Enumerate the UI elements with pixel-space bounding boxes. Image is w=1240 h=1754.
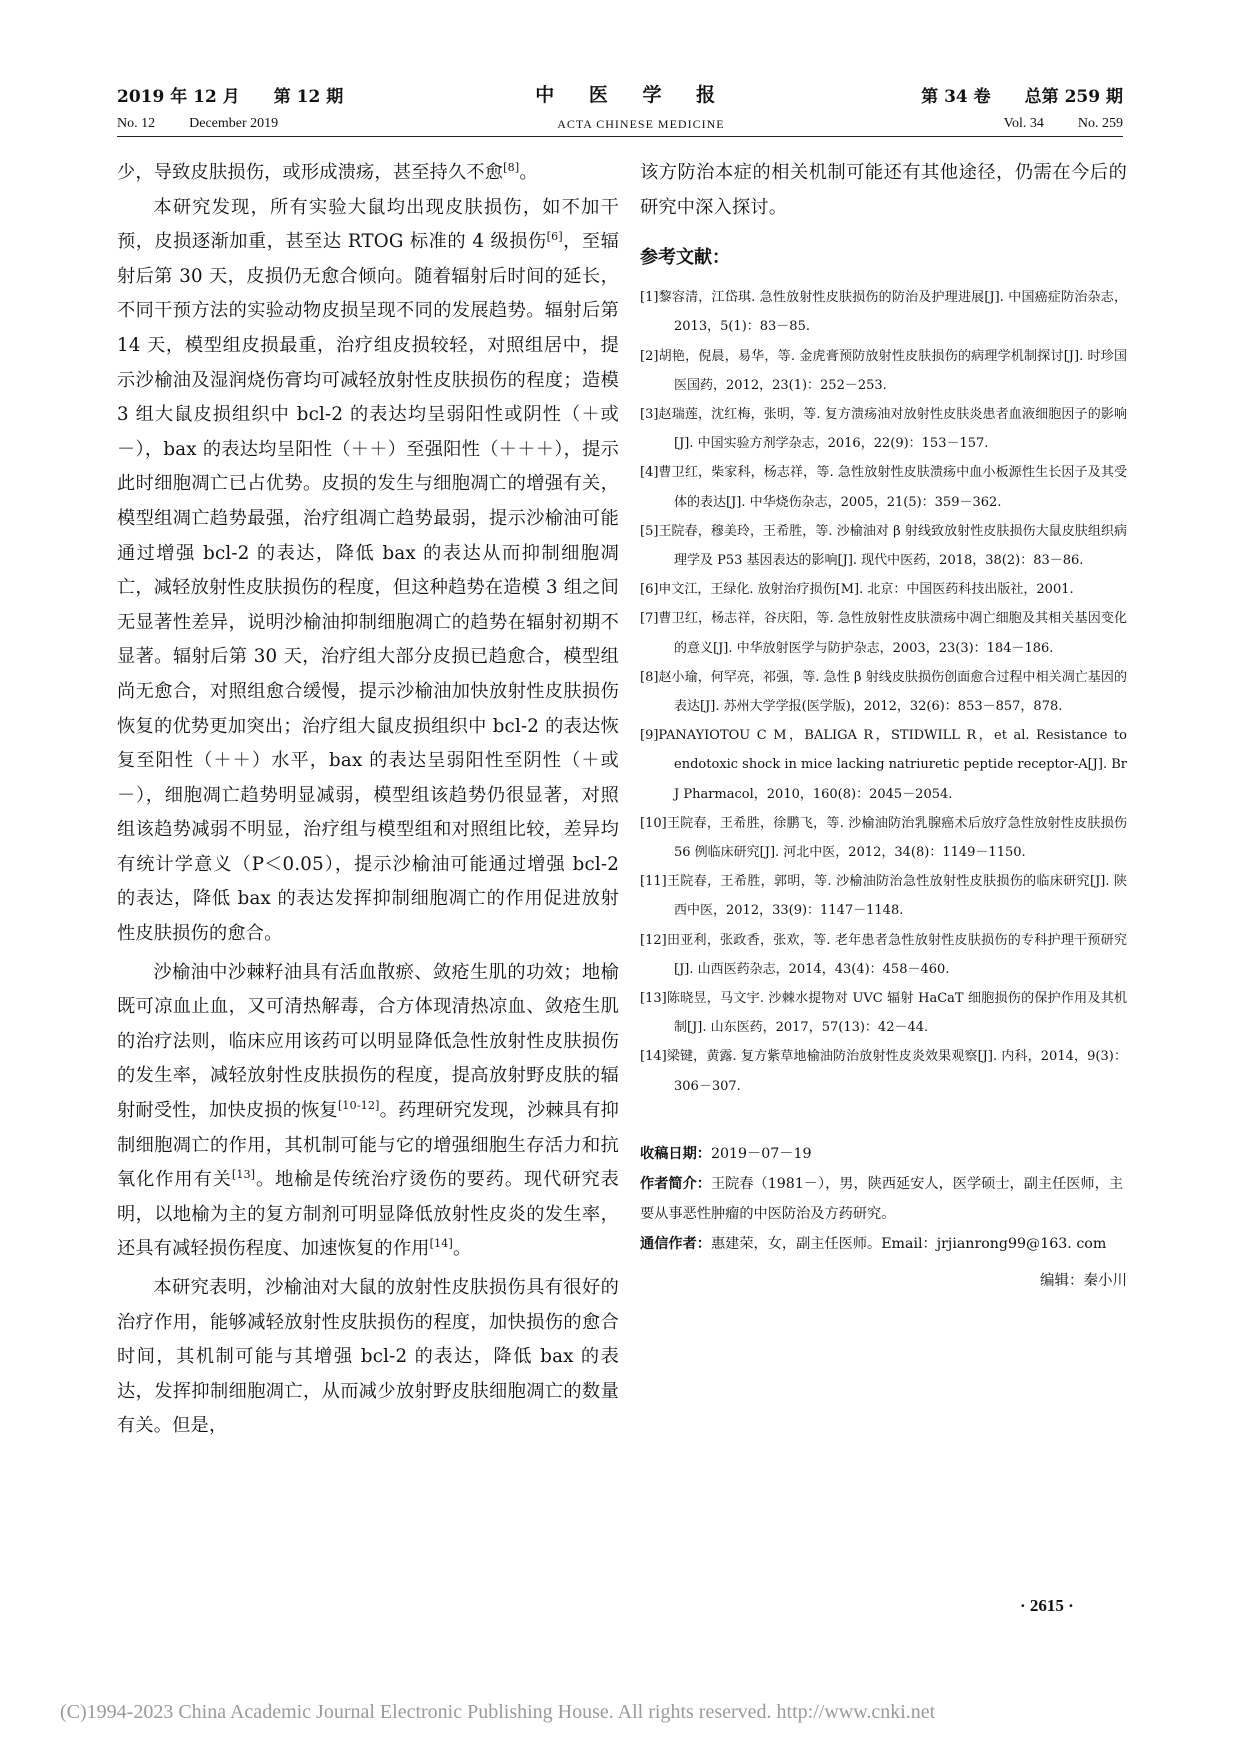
- header-total-en: No. 259: [1077, 116, 1123, 131]
- header-issue-en: No. 12: [117, 116, 156, 131]
- citation: [6]: [546, 230, 563, 244]
- author-value: 王院春（1981－），男，陕西延安人，医学硕士，副主任医师，主要从事恶性肿瘤的中医防治及方药研究。: [640, 1175, 1124, 1222]
- citation: [10-12]: [337, 1098, 380, 1112]
- header-volume-en: Vol. 34: [1003, 116, 1044, 131]
- citation: [13]: [231, 1168, 256, 1182]
- reference-item: [3]赵瑞莲，沈红梅，张明，等. 复方溃疡油对放射性皮肤炎患者血液细胞因子的影响[J]. 中国实验方剂学杂志，2016，22(9)：153－157.: [640, 407, 1127, 452]
- paragraph-text: 沙榆油中沙棘籽油具有活血散瘀、敛疮生肌的功效；地榆既可凉血止血，又可清热解毒，合方体现清热凉血、敛疮生肌的治疗法则，临床应用该药可以明显降低急性放射性皮肤损伤的发生率，减轻放射性皮肤损伤的程度，提高放射野皮肤的辐射耐受性，加快皮损的恢复: [117, 961, 619, 1122]
- reference-item: [13]陈晓昱，马文宇. 沙棘水提物对 UVC 辐射 HaCaT 细胞损伤的保护作用及其机制[J]. 山东医药，2017，57(13)：42－44.: [640, 991, 1127, 1036]
- left-column: [117, 156, 619, 1444]
- header-top-row: [117, 80, 1123, 107]
- citation: [8]: [503, 160, 520, 174]
- header-total-cn: 总第 259 期: [1024, 87, 1123, 107]
- reference-item: [9]PANAYIOTOU C M，BALIGA R，STIDWILL R，et al. Resistance to endotoxic shock in mice lacking natriuretic peptide receptor-A[J]. Br J Pharmacol，2010，160(8)：2045－2054.: [640, 728, 1127, 802]
- reference-item: [4]曹卫红，柴家科，杨志祥，等. 急性放射性皮肤溃疡中血小板源性生长因子及其受体的表达[J]. 中华烧伤杂志，2005，21(5)：359－362.: [640, 465, 1127, 510]
- paragraph-text: 本研究发现，所有实验大鼠均出现皮肤损伤，如不加干预，皮损逐渐加重，甚至达 RTOG 标准的 4 级损伤: [117, 196, 619, 253]
- header-left-en: [117, 116, 278, 132]
- paragraph-text: 少，导致皮肤损伤，或形成溃疡，甚至持久不愈: [117, 162, 504, 183]
- header-date-en: December 2019: [189, 116, 279, 131]
- reference-item: [8]赵小瑜，何罕亮，祁强，等. 急性 β 射线皮肤损伤创面愈合过程中相关凋亡基因的表达[J]. 苏州大学学报(医学版)，2012，32(6)：853－857，878.: [640, 669, 1127, 715]
- reference-item: [2]胡艳，倪晨，易华，等. 金虎膏预防放射性皮肤损伤的病理学机制探讨[J]. 时珍国医国药，2012，23(1)：252－253.: [640, 348, 1127, 393]
- corr-value: 惠建荣，女，副主任医师。Email：jrjianrong99@163. com: [710, 1235, 1107, 1252]
- header-bottom-row: [117, 116, 1123, 132]
- reference-item: [5]王院春，穆美玲，王希胜，等. 沙榆油对 β 射线致放射性皮肤损伤大鼠皮肤组织病理学及 P53 基因表达的影响[J]. 现代中医药，2018，38(2)：83－86.: [640, 523, 1127, 569]
- page-number: · 2615 ·: [1020, 1596, 1074, 1615]
- paragraph-text: 。药理研究发现，沙棘具有抑制细胞凋亡的作用，其机制可能与它的增强细胞生存活力和抗氧化作用有关: [117, 1100, 619, 1191]
- references-list: [640, 283, 1127, 1101]
- editor-credit: 编辑：秦小川: [1040, 1272, 1127, 1289]
- corresponding-author: [640, 1229, 1127, 1259]
- corr-label: 通信作者：: [640, 1235, 711, 1252]
- author-label: 作者简介：: [640, 1175, 711, 1192]
- reference-item: [11]王院春，王希胜，郭明，等. 沙榆油防治急性放射性皮肤损伤的临床研究[J]. 陕西中医，2012，33(9)：1147－1148.: [640, 874, 1127, 919]
- header-date-cn: 2019 年 12 月: [117, 87, 240, 107]
- received-date: [640, 1139, 1127, 1169]
- paragraph-text: 本研究表明，沙榆油对大鼠的放射性皮肤损伤具有很好的治疗作用，能够减轻放射性皮肤损伤的程度，加快损伤的愈合时间，其机制可能与其增强 bcl-2 的表达，降低 bax 的表达，发挥抑制细胞凋亡，从而减少放射野皮肤细胞凋亡的数量有关。但是，: [117, 1277, 619, 1437]
- references-heading: 参考文献：: [640, 247, 730, 269]
- reference-item: [6]申文江，王绿化. 放射治疗损伤[M]. 北京：中国医药科技出版社，2001.: [640, 582, 1074, 598]
- reference-item: [12]田亚利，张政香，张欢，等. 老年患者急性放射性皮肤损伤的专科护理干预研究[J]. 山西医药杂志，2014，43(4)：458－460.: [640, 932, 1127, 977]
- journal-title-en: ACTA CHINESE MEDICINE: [557, 117, 725, 131]
- paragraph-pharmacology: [117, 956, 619, 1267]
- header-issue-cn: 第 12 期: [273, 87, 344, 107]
- paragraph-text: ，至辐射后第 30 天，皮损仍无愈合倾向。随着辐射后时间的延长，不同干预方法的实验动物皮损呈现不同的发展趋势。辐射后第 14 天，模型组皮损最重，治疗组皮损较轻，对照组居中，提示沙榆油及湿润烧伤膏均可减轻放射性皮肤损伤的程度；造模 3 组大鼠皮损组织中 bcl-2 的表达均呈弱阳性或阴性（＋或－），bax 的表达均呈阳性（＋＋）至强阳性（＋＋＋），提示此时细胞凋亡已占优势。皮损的发生与细胞凋亡的增强有关，模型组凋亡趋势最强，治疗组凋亡趋势最弱，提示沙榆油可能通过增强 bcl-2 的表达，降低 bax 的表达从而抑制细胞凋亡，减轻放射性皮肤损伤的程度，但这种趋势在造模 3 组之间无显著性差异，说明沙榆油抑制细胞凋亡的趋势在辐射初期不显著。辐射后第 30 天，治疗组大部分皮损已趋愈合，模型组尚无愈合，对照组愈合缓慢，提示沙榆油加快放射性皮肤损伤恢复的优势更加突出；治疗组大鼠皮损组织中 bcl-2 的表达恢复至阳性（＋＋）水平，bax 的表达呈弱阳性至阴性（＋或－），细胞凋亡趋势明显减弱，模型组该趋势仍很显著，对照组该趋势减弱不明显，治疗组与模型组和对照组比较，差异均有统计学意义（P＜0.05），提示沙榆油可能通过增强 bcl-2 的表达，降低 bax 的表达发挥抑制细胞凋亡的作用促进放射性皮肤损伤的愈合。: [117, 231, 619, 945]
- reference-item: [7]曹卫红，杨志祥，谷庆阳，等. 急性放射性皮肤溃疡中凋亡细胞及其相关基因变化的意义[J]. 中华放射医学与防护杂志，2003，23(3)：184－186.: [640, 611, 1127, 656]
- paragraph-text: 。: [452, 1238, 472, 1260]
- header-right-cn: [921, 82, 1123, 107]
- reference-item: [10]王院春，王希胜，徐鹏飞，等. 沙榆油防治乳腺癌术后放疗急性放射性皮肤损伤 56 例临床研究[J]. 河北中医，2012，34(8)：1149－1150.: [640, 815, 1127, 861]
- reference-item: [14]梁键，黄露. 复方紫草地榆油防治放射性皮炎效果观察[J]. 内科，2014，9(3)：306－307.: [640, 1049, 1127, 1094]
- paragraph-text: 。: [519, 162, 538, 183]
- received-value: 2019－07－19: [710, 1145, 812, 1162]
- paragraph-findings: [117, 191, 619, 952]
- header-volume-cn: 第 34 卷: [921, 87, 991, 107]
- header-rule: [117, 136, 1123, 137]
- header-left-cn: [117, 82, 343, 107]
- paragraph-text: 。地榆是传统治疗烫伤的要药。现代研究表明，以地榆为主的复方制剂可明显降低放射性皮炎的发生率，还具有减轻损伤程度、加速恢复的作用: [117, 1169, 619, 1260]
- author-bio: [640, 1169, 1127, 1229]
- header-right-en: [1004, 116, 1123, 132]
- citation: [14]: [429, 1237, 453, 1251]
- copyright-footer: (C)1994-2023 China Academic Journal Electronic Publishing House. All rights reserved. http://www.cnki.net: [60, 1701, 936, 1723]
- journal-title-cn: 中 医 学 报: [535, 84, 730, 106]
- right-column: [640, 156, 1127, 1290]
- paragraph-conclusion: [117, 1271, 619, 1444]
- received-label: 收稿日期：: [640, 1145, 711, 1162]
- paragraph-continued: [117, 156, 619, 191]
- spacer: [640, 1101, 1127, 1139]
- paragraph-continuation: 该方防治本症的相关机制可能还有其他途径，仍需在今后的研究中深入探讨。: [640, 162, 1127, 218]
- reference-item: [1]黎容清，江岱琪. 急性放射性皮肤损伤的防治及护理进展[J]. 中国癌症防治杂志，2013，5(1)：83－85.: [640, 290, 1127, 335]
